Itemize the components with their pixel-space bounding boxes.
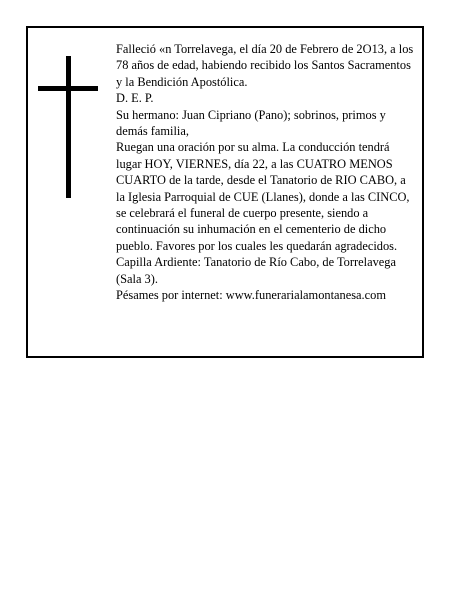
funeral-details: Ruegan una oración por su alma. La conducción tendrá lugar HOY, VIERNES, día 22, a las CUATRO MENOS CUARTO de la tarde, desde el Tanatorio de RIO CABO, a la Iglesia Parroquial de CUE (Llanes), donde a las CINCO, se celebrará el funeral de cuerpo presente, siendo a continuación su inhumación en el cementerio de dicho pueblo. Favores por los cuales les quedarán agradecidos. Capilla Ardiente: Tanatorio de Río Cabo, de Torrelavega (Sala 3). xyxy=(116,140,410,286)
condolences-website: Pésames por internet: www.funerarialamontanesa.com xyxy=(116,288,386,303)
notice-text xyxy=(116,41,416,304)
obituary-notice xyxy=(26,26,424,358)
rest-in-peace: D. E. P. xyxy=(116,91,154,106)
latin-cross-icon xyxy=(38,56,98,198)
death-announcement: Falleció «n Torrelavega, el día 20 de Febrero de 2O13, a los 78 años de edad, habiendo recibido los Santos Sacramentos y la Bendición Apostólica. xyxy=(116,42,414,89)
cross-horizontal-bar xyxy=(38,86,98,91)
cross-vertical-bar xyxy=(66,56,71,198)
family-line: Su hermano: Juan Cipriano (Pano); sobrinos, primos y demás familia, xyxy=(116,107,386,139)
